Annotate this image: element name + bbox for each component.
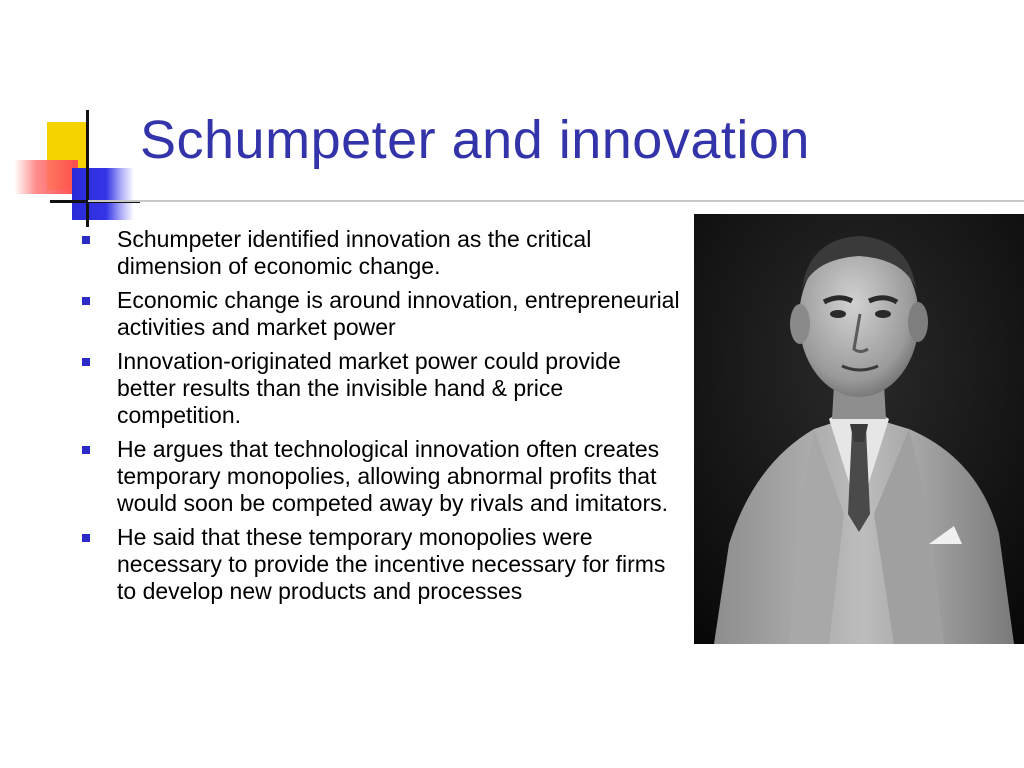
decor-vertical-line bbox=[86, 110, 89, 227]
bullet-item bbox=[80, 226, 685, 280]
title-divider bbox=[88, 200, 1024, 202]
square-bullet-icon bbox=[82, 236, 90, 244]
bullet-text: He said that these temporary monopolies were necessary to provide the incentive necessary for firms to develop new products and processes bbox=[117, 524, 666, 604]
portrait-photo bbox=[694, 214, 1024, 644]
bullet-text: Economic change is around innovation, entrepreneurial activities and market power bbox=[117, 287, 680, 340]
square-bullet-icon bbox=[82, 297, 90, 305]
bullet-list bbox=[80, 226, 685, 612]
portrait-illustration bbox=[694, 214, 1024, 644]
bullet-item bbox=[80, 348, 685, 429]
square-bullet-icon bbox=[82, 358, 90, 366]
bullet-item bbox=[80, 524, 685, 605]
bullet-item bbox=[80, 436, 685, 517]
decor-red-block bbox=[14, 160, 78, 194]
bullet-text: Schumpeter identified innovation as the critical dimension of economic change. bbox=[117, 226, 592, 279]
slide-title: Schumpeter and innovation bbox=[140, 110, 810, 170]
decor-blue-block bbox=[72, 168, 134, 220]
bullet-text: Innovation-originated market power could provide better results than the invisible hand & price competition. bbox=[117, 348, 621, 428]
square-bullet-icon bbox=[82, 446, 90, 454]
bullet-item bbox=[80, 287, 685, 341]
square-bullet-icon bbox=[82, 534, 90, 542]
bullet-text: He argues that technological innovation often creates temporary monopolies, allowing abnormal profits that would soon be competed away by rivals and imitators. bbox=[117, 436, 669, 516]
